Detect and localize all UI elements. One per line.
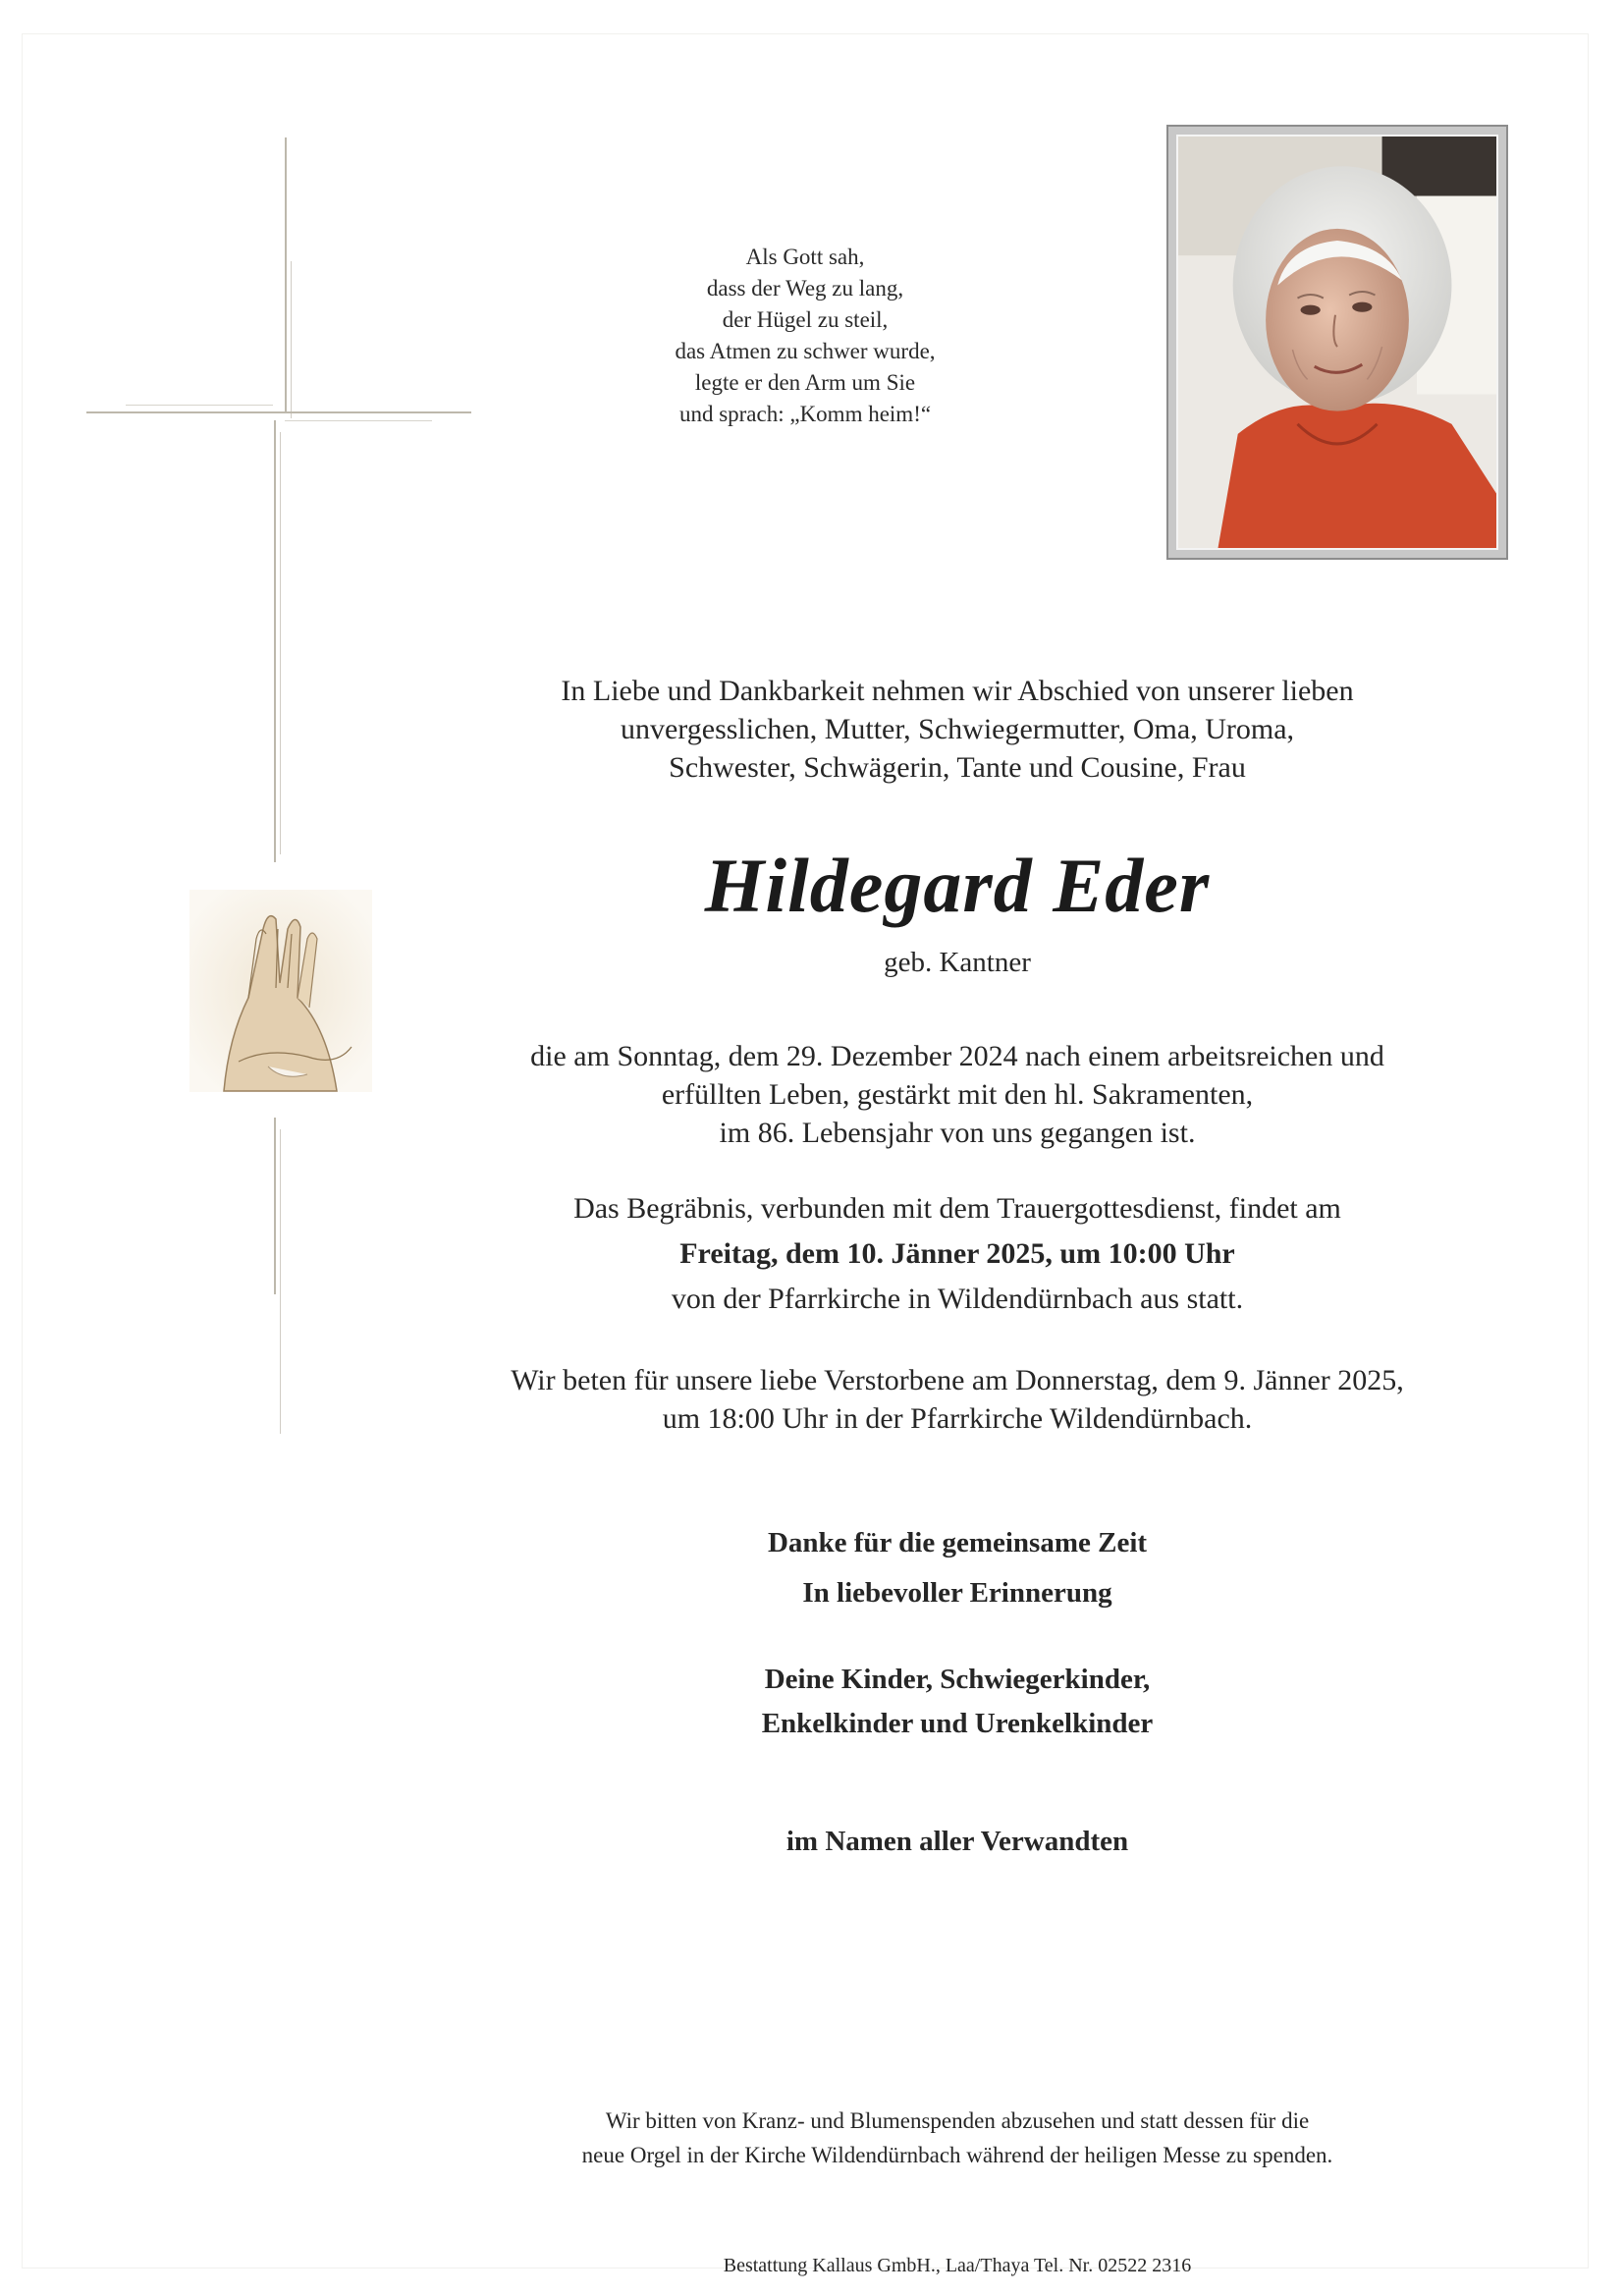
intro-line: In Liebe und Dankbarkeit nehmen wir Abschied von unserer lieben: [561, 675, 1354, 707]
portrait-frame: [1166, 125, 1508, 560]
prayer-line: Wir beten für unsere liebe Verstorbene am Donnerstag, dem 9. Jänner 2025,: [511, 1364, 1404, 1396]
praying-hands-icon: [189, 890, 372, 1092]
portrait-photo: [1176, 135, 1498, 550]
donation-line: Wir bitten von Kranz- und Blumenspenden abzusehen und statt dessen für die: [605, 2108, 1310, 2133]
relatives-line: im Namen aller Verwandten: [785, 1826, 1129, 1857]
memory-line: In liebevoller Erinnerung: [802, 1577, 1112, 1609]
prayer-line: um 18:00 Uhr in der Pfarrkirche Wildendürnbach.: [662, 1402, 1253, 1435]
family-line: Enkelkinder und Urenkelkinder: [761, 1708, 1154, 1739]
intro-line: unvergesslichen, Mutter, Schwiegermutter, Oma, Uroma,: [620, 713, 1295, 745]
family-line: Deine Kinder, Schwiegerkinder,: [764, 1664, 1151, 1695]
donation-notice: [412, 2104, 1502, 2172]
poem-line: der Hügel zu steil,: [722, 307, 889, 332]
intro-text: [412, 672, 1502, 787]
thanks-line: Danke für die gemeinsame Zeit: [767, 1527, 1148, 1558]
poem-line: und sprach: „Komm heim!“: [678, 402, 932, 426]
closing-thanks: [412, 1518, 1502, 1618]
funeral-notice: [412, 1186, 1502, 1322]
intro-line: Schwester, Schwägerin, Tante und Cousine, Frau: [669, 751, 1246, 784]
poem-line: dass der Weg zu lang,: [706, 276, 904, 301]
funeral-date-time: Freitag, dem 10. Jänner 2025, um 10:00 Uhr: [679, 1237, 1235, 1270]
footer-text: Bestattung Kallaus GmbH., Laa/Thaya Tel. Nr. 02522 2316: [723, 2255, 1192, 2276]
funeral-line: Das Begräbnis, verbunden mit dem Trauergottesdienst, findet am: [573, 1192, 1341, 1225]
death-notice: [412, 1037, 1502, 1152]
poem-line: Als Gott sah,: [745, 245, 865, 269]
poem: [550, 242, 1060, 430]
mourners: [412, 1658, 1502, 1746]
donation-line: neue Orgel in der Kirche Wildendürnbach während der heiligen Messe zu spenden.: [581, 2143, 1333, 2167]
deceased-name: Hildegard Eder: [704, 843, 1211, 928]
poem-line: legte er den Arm um Sie: [694, 370, 916, 395]
birth-name: geb. Kantner: [884, 947, 1031, 978]
death-line: die am Sonntag, dem 29. Dezember 2024 nach einem arbeitsreichen und: [530, 1040, 1384, 1072]
funeral-line: von der Pfarrkirche in Wildendürnbach aus statt.: [671, 1283, 1244, 1315]
poem-line: das Atmen zu schwer wurde,: [675, 339, 936, 363]
death-line: erfüllten Leben, gestärkt mit den hl. Sakramenten,: [661, 1078, 1254, 1111]
death-line: im 86. Lebensjahr von uns gegangen ist.: [719, 1117, 1196, 1149]
prayer-notice: [412, 1361, 1502, 1438]
